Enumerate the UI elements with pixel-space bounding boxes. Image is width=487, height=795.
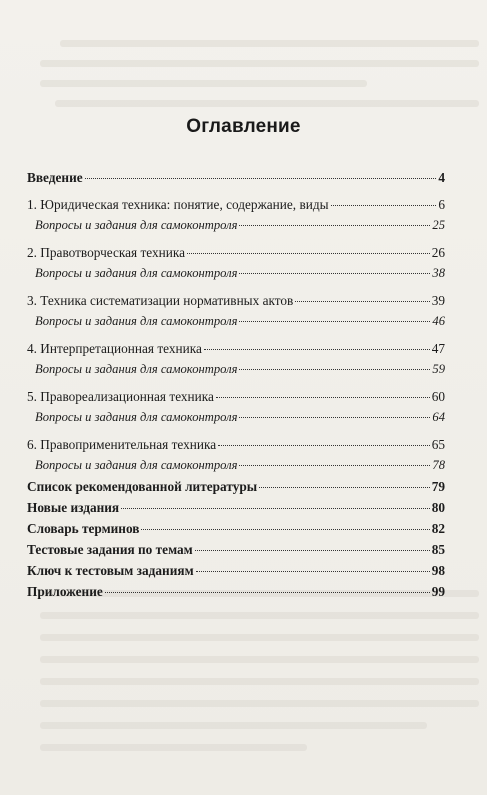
- show-through-line: [40, 80, 367, 87]
- toc-entry-label: Новые издания: [27, 500, 120, 515]
- toc-dot-leader: [239, 465, 430, 466]
- toc-dot-leader: [216, 397, 430, 398]
- toc-dot-leader: [85, 178, 437, 179]
- toc-entry: [27, 542, 445, 563]
- toc-entry-label: 3. Техника систематизации нормативных актов: [27, 293, 294, 308]
- show-through-line: [40, 744, 307, 751]
- show-through-line: [60, 40, 479, 47]
- toc-dot-leader: [239, 369, 430, 370]
- toc-entry: [27, 500, 445, 521]
- toc-entry-page-number: 47: [431, 341, 445, 356]
- toc-entry-label: 2. Правотворческая техника: [27, 245, 186, 260]
- toc-entry-label: Список рекомендованной литературы: [27, 479, 258, 494]
- toc-entry-page-number: 80: [431, 500, 445, 515]
- toc-entry-label: 4. Интерпретационная техника: [27, 341, 202, 356]
- toc-entry-page-number: 39: [431, 293, 445, 308]
- show-through-line: [40, 634, 479, 641]
- toc-entry-page-number: 59: [432, 362, 445, 376]
- show-through-line: [40, 60, 479, 67]
- toc-entry-label: Вопросы и задания для самоконтроля: [35, 314, 238, 328]
- toc-entry-page-number: 85: [431, 542, 445, 557]
- show-through-line: [55, 100, 479, 107]
- toc-entry: [27, 563, 445, 584]
- page-title: Оглавление: [186, 116, 301, 137]
- toc-entry-page-number: 64: [432, 410, 445, 424]
- toc-dot-leader: [195, 550, 430, 551]
- toc-entry-label: Вопросы и задания для самоконтроля: [35, 218, 238, 232]
- toc-entry: [27, 521, 445, 542]
- show-through-line: [40, 700, 479, 707]
- toc-entry: [27, 389, 445, 410]
- table-of-contents: [27, 170, 445, 605]
- toc-entry: [27, 458, 445, 479]
- toc-dot-leader: [239, 321, 430, 322]
- toc-entry-page-number: 26: [431, 245, 445, 260]
- toc-entry-label: Ключ к тестовым заданиям: [27, 563, 194, 578]
- toc-entry: [27, 479, 445, 500]
- toc-dot-leader: [259, 487, 430, 488]
- toc-entry: [27, 584, 445, 605]
- toc-entry-label: Вопросы и задания для самоконтроля: [35, 410, 238, 424]
- toc-dot-leader: [239, 417, 430, 418]
- toc-entry-label: Введение: [27, 170, 83, 185]
- toc-dot-leader: [331, 205, 437, 206]
- toc-entry: [27, 362, 445, 383]
- show-through-line: [40, 656, 479, 663]
- toc-entry-label: Словарь терминов: [27, 521, 140, 536]
- toc-entry: [27, 314, 445, 335]
- toc-entry: [27, 293, 445, 314]
- toc-dot-leader: [187, 253, 430, 254]
- toc-entry: [27, 170, 445, 191]
- toc-entry: [27, 410, 445, 431]
- toc-entry-page-number: 99: [431, 584, 445, 599]
- toc-entry-label: Тестовые задания по темам: [27, 542, 193, 557]
- toc-entry-label: 6. Правоприменительная техника: [27, 437, 217, 452]
- show-through-line: [40, 612, 479, 619]
- toc-entry-page-number: 46: [432, 314, 445, 328]
- toc-entry-page-number: 4: [438, 170, 445, 185]
- toc-dot-leader: [239, 225, 430, 226]
- toc-entry-page-number: 6: [438, 197, 445, 212]
- toc-dot-leader: [239, 273, 430, 274]
- toc-entry-page-number: 60: [431, 389, 445, 404]
- toc-entry: [27, 197, 445, 218]
- toc-dot-leader: [141, 529, 429, 530]
- toc-entry-label: Приложение: [27, 584, 103, 599]
- show-through-line: [40, 722, 427, 729]
- toc-dot-leader: [204, 349, 430, 350]
- toc-entry-page-number: 65: [431, 437, 445, 452]
- toc-entry-label: 5. Правореализационная техника: [27, 389, 214, 404]
- toc-entry-label: Вопросы и задания для самоконтроля: [35, 266, 238, 280]
- toc-dot-leader: [105, 592, 430, 593]
- toc-dot-leader: [121, 508, 430, 509]
- toc-entry: [27, 218, 445, 239]
- toc-entry: [27, 437, 445, 458]
- toc-entry-page-number: 38: [432, 266, 445, 280]
- toc-dot-leader: [196, 571, 430, 572]
- toc-entry-page-number: 78: [432, 458, 445, 472]
- toc-entry: [27, 266, 445, 287]
- toc-entry-page-number: 98: [431, 563, 445, 578]
- toc-entry-page-number: 79: [431, 479, 445, 494]
- toc-dot-leader: [295, 301, 429, 302]
- toc-entry: [27, 341, 445, 362]
- toc-entry-page-number: 82: [431, 521, 445, 536]
- show-through-line: [40, 678, 479, 685]
- toc-entry-page-number: 25: [432, 218, 445, 232]
- toc-entry-label: Вопросы и задания для самоконтроля: [35, 458, 238, 472]
- toc-entry-label: 1. Юридическая техника: понятие, содержание, виды: [27, 197, 329, 212]
- toc-dot-leader: [218, 445, 430, 446]
- toc-entry-label: Вопросы и задания для самоконтроля: [35, 362, 238, 376]
- toc-entry: [27, 245, 445, 266]
